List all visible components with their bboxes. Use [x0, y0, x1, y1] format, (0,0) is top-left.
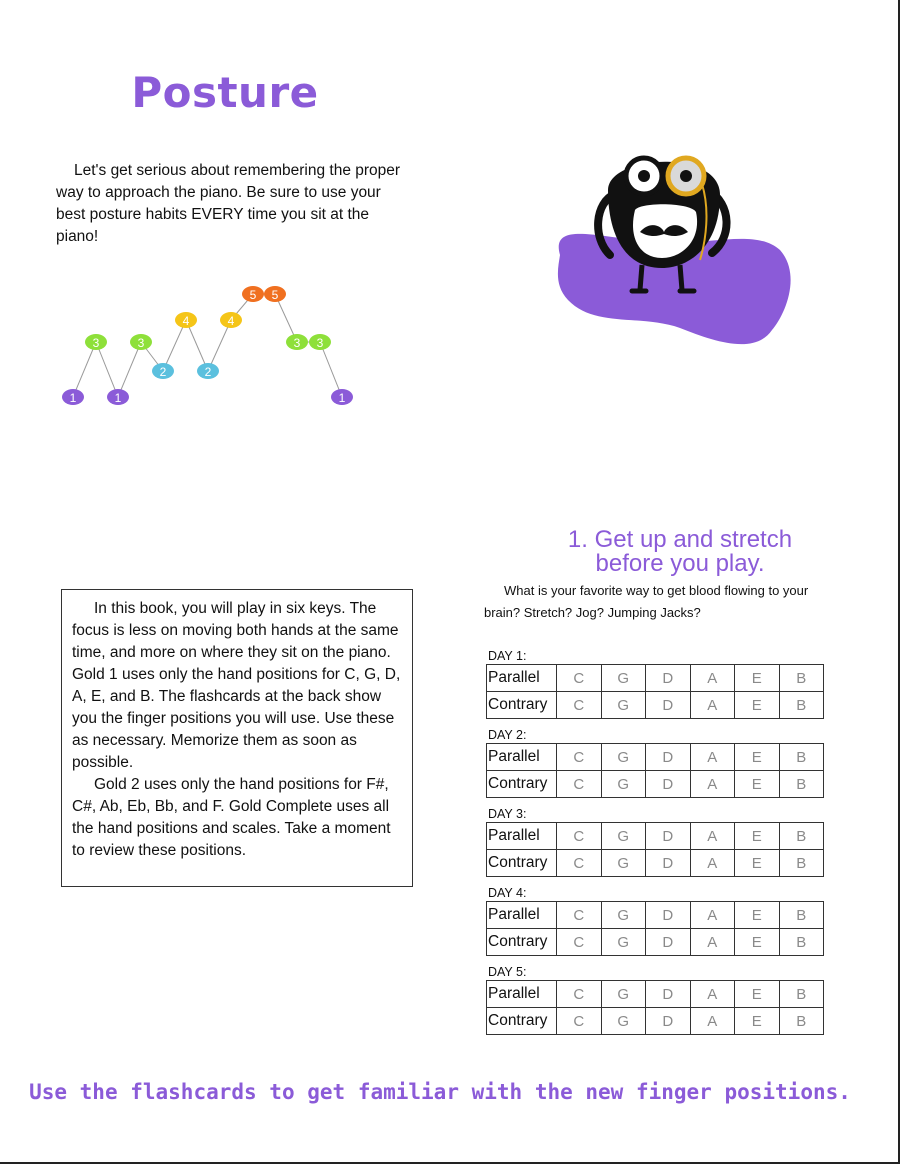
- key-cell[interactable]: C: [557, 744, 602, 771]
- key-cell[interactable]: E: [735, 771, 780, 798]
- key-cell[interactable]: E: [735, 665, 780, 692]
- scale-table: [486, 664, 824, 719]
- day-label: DAY 1:: [488, 649, 527, 663]
- key-cell[interactable]: D: [646, 823, 691, 850]
- key-cell[interactable]: A: [690, 1008, 735, 1035]
- row-label: Contrary: [487, 850, 557, 877]
- row-label: Parallel: [487, 902, 557, 929]
- finger-number: 1: [69, 391, 77, 405]
- day-label: DAY 2:: [488, 728, 527, 742]
- key-cell[interactable]: C: [557, 665, 602, 692]
- key-cell[interactable]: G: [601, 981, 646, 1008]
- key-cell[interactable]: C: [557, 692, 602, 719]
- connector-line: [96, 342, 118, 397]
- key-cell[interactable]: B: [779, 771, 824, 798]
- key-cell[interactable]: G: [601, 692, 646, 719]
- table-row: [487, 692, 824, 719]
- key-cell[interactable]: B: [779, 902, 824, 929]
- info-paragraph-1: In this book, you will play in six keys. The focus is less on moving both hands at the same time, and more on where they sit on the piano. Gold 1 uses only the hand positions for C, G, D, A, E, and B. The flashcards at the back show you the finger positions you will use. Use these as necessary. Memorize them as soon as possible.: [72, 600, 401, 771]
- day-label: DAY 5:: [488, 965, 527, 979]
- key-cell[interactable]: G: [601, 1008, 646, 1035]
- finger-dot: [197, 363, 219, 379]
- key-cell[interactable]: A: [690, 981, 735, 1008]
- key-cell[interactable]: A: [690, 823, 735, 850]
- table-row: [487, 771, 824, 798]
- key-cell[interactable]: D: [646, 902, 691, 929]
- key-cell[interactable]: D: [646, 771, 691, 798]
- key-cell[interactable]: E: [735, 744, 780, 771]
- finger-number: 5: [271, 288, 279, 302]
- finger-dot: [286, 334, 308, 350]
- key-cell[interactable]: E: [735, 981, 780, 1008]
- day-block: [486, 727, 826, 798]
- key-cell[interactable]: C: [557, 1008, 602, 1035]
- key-cell[interactable]: B: [779, 665, 824, 692]
- key-cell[interactable]: A: [690, 929, 735, 956]
- day-label: DAY 4:: [488, 886, 527, 900]
- finger-dot: [309, 334, 331, 350]
- finger-dot: [264, 286, 286, 302]
- table-row: [487, 1008, 824, 1035]
- key-cell[interactable]: D: [646, 1008, 691, 1035]
- scale-table: [486, 980, 824, 1035]
- key-cell[interactable]: D: [646, 850, 691, 877]
- key-cell[interactable]: E: [735, 929, 780, 956]
- connector-line: [118, 342, 141, 397]
- key-cell[interactable]: C: [557, 902, 602, 929]
- key-cell[interactable]: D: [646, 981, 691, 1008]
- key-cell[interactable]: D: [646, 744, 691, 771]
- finger-dot: [85, 334, 107, 350]
- finger-number: 5: [249, 288, 257, 302]
- day-label: DAY 3:: [488, 807, 527, 821]
- key-cell[interactable]: E: [735, 902, 780, 929]
- row-label: Parallel: [487, 823, 557, 850]
- finger-dot: [107, 389, 129, 405]
- info-box: [61, 589, 413, 887]
- key-cell[interactable]: G: [601, 823, 646, 850]
- step-heading: [490, 528, 870, 576]
- connector-line: [73, 342, 96, 397]
- key-cell[interactable]: G: [601, 771, 646, 798]
- row-label: Parallel: [487, 665, 557, 692]
- fingering-diagram: [50, 278, 370, 418]
- finger-dot: [220, 312, 242, 328]
- key-cell[interactable]: C: [557, 929, 602, 956]
- step-heading-line-1: 1. Get up and stretch: [567, 526, 793, 553]
- intro-paragraph: Let's get serious about remembering the proper way to approach the piano. Be sure to use your best posture habits EVERY time you sit at the piano!: [56, 162, 401, 245]
- finger-dot: [152, 363, 174, 379]
- connector-line: [320, 342, 342, 397]
- row-label: Parallel: [487, 744, 557, 771]
- key-cell[interactable]: A: [690, 902, 735, 929]
- key-cell[interactable]: C: [557, 823, 602, 850]
- key-cell[interactable]: G: [601, 902, 646, 929]
- key-cell[interactable]: E: [735, 823, 780, 850]
- key-cell[interactable]: D: [646, 665, 691, 692]
- stretch-question: What is your favorite way to get blood flowing to your brain? Stretch? Jog? Jumping Jacks?: [484, 583, 809, 620]
- table-row: [487, 902, 824, 929]
- key-cell[interactable]: D: [646, 692, 691, 719]
- finger-number: 3: [316, 336, 324, 350]
- key-cell[interactable]: G: [601, 665, 646, 692]
- key-cell[interactable]: A: [690, 744, 735, 771]
- key-cell[interactable]: B: [779, 850, 824, 877]
- info-paragraph-2: Gold 2 uses only the hand positions for F#, C#, Ab, Eb, Bb, and F. Gold Complete uses all the hand positions and scales. Take a moment to review these positions.: [72, 776, 391, 859]
- table-row: [487, 929, 824, 956]
- day-block: [486, 885, 826, 956]
- scale-table: [486, 743, 824, 798]
- row-label: Contrary: [487, 929, 557, 956]
- key-cell[interactable]: G: [601, 929, 646, 956]
- key-cell[interactable]: C: [557, 771, 602, 798]
- table-row: [487, 981, 824, 1008]
- table-row: [487, 850, 824, 877]
- key-cell[interactable]: E: [735, 850, 780, 877]
- finger-number: 4: [182, 314, 190, 328]
- key-cell[interactable]: C: [557, 981, 602, 1008]
- finger-dot: [242, 286, 264, 302]
- row-label: Parallel: [487, 981, 557, 1008]
- table-row: [487, 665, 824, 692]
- key-cell[interactable]: A: [690, 771, 735, 798]
- key-cell[interactable]: D: [646, 929, 691, 956]
- key-cell[interactable]: E: [735, 692, 780, 719]
- mascot-illustration: [540, 150, 800, 360]
- finger-number: 1: [114, 391, 122, 405]
- finger-number: 2: [159, 365, 167, 379]
- row-label: Contrary: [487, 692, 557, 719]
- page-title: Posture: [131, 68, 319, 117]
- finger-dot: [62, 389, 84, 405]
- finger-dot: [130, 334, 152, 350]
- table-row: [487, 744, 824, 771]
- finger-number: 3: [92, 336, 100, 350]
- finger-number: 4: [227, 314, 235, 328]
- key-cell[interactable]: B: [779, 744, 824, 771]
- key-cell[interactable]: B: [779, 1008, 824, 1035]
- scale-table: [486, 822, 824, 877]
- step-heading-line-2: before you play.: [595, 550, 765, 577]
- finger-number: 1: [338, 391, 346, 405]
- finger-number: 3: [293, 336, 301, 350]
- scale-table: [486, 901, 824, 956]
- footer-note: Use the flashcards to get familiar with the new finger positions.: [29, 1080, 851, 1104]
- key-cell[interactable]: B: [779, 692, 824, 719]
- day-block: [486, 964, 826, 1035]
- key-cell[interactable]: A: [690, 850, 735, 877]
- key-cell[interactable]: C: [557, 850, 602, 877]
- key-cell[interactable]: E: [735, 1008, 780, 1035]
- key-cell[interactable]: B: [779, 929, 824, 956]
- row-label: Contrary: [487, 1008, 557, 1035]
- day-block: [486, 806, 826, 877]
- key-cell[interactable]: B: [779, 823, 824, 850]
- key-cell[interactable]: G: [601, 850, 646, 877]
- key-cell[interactable]: B: [779, 981, 824, 1008]
- finger-dot: [331, 389, 353, 405]
- key-cell[interactable]: G: [601, 744, 646, 771]
- finger-number: 3: [137, 336, 145, 350]
- day-block: [486, 648, 826, 719]
- table-row: [487, 823, 824, 850]
- finger-number: 2: [204, 365, 212, 379]
- key-cell[interactable]: A: [690, 692, 735, 719]
- row-label: Contrary: [487, 771, 557, 798]
- finger-dot: [175, 312, 197, 328]
- key-cell[interactable]: A: [690, 665, 735, 692]
